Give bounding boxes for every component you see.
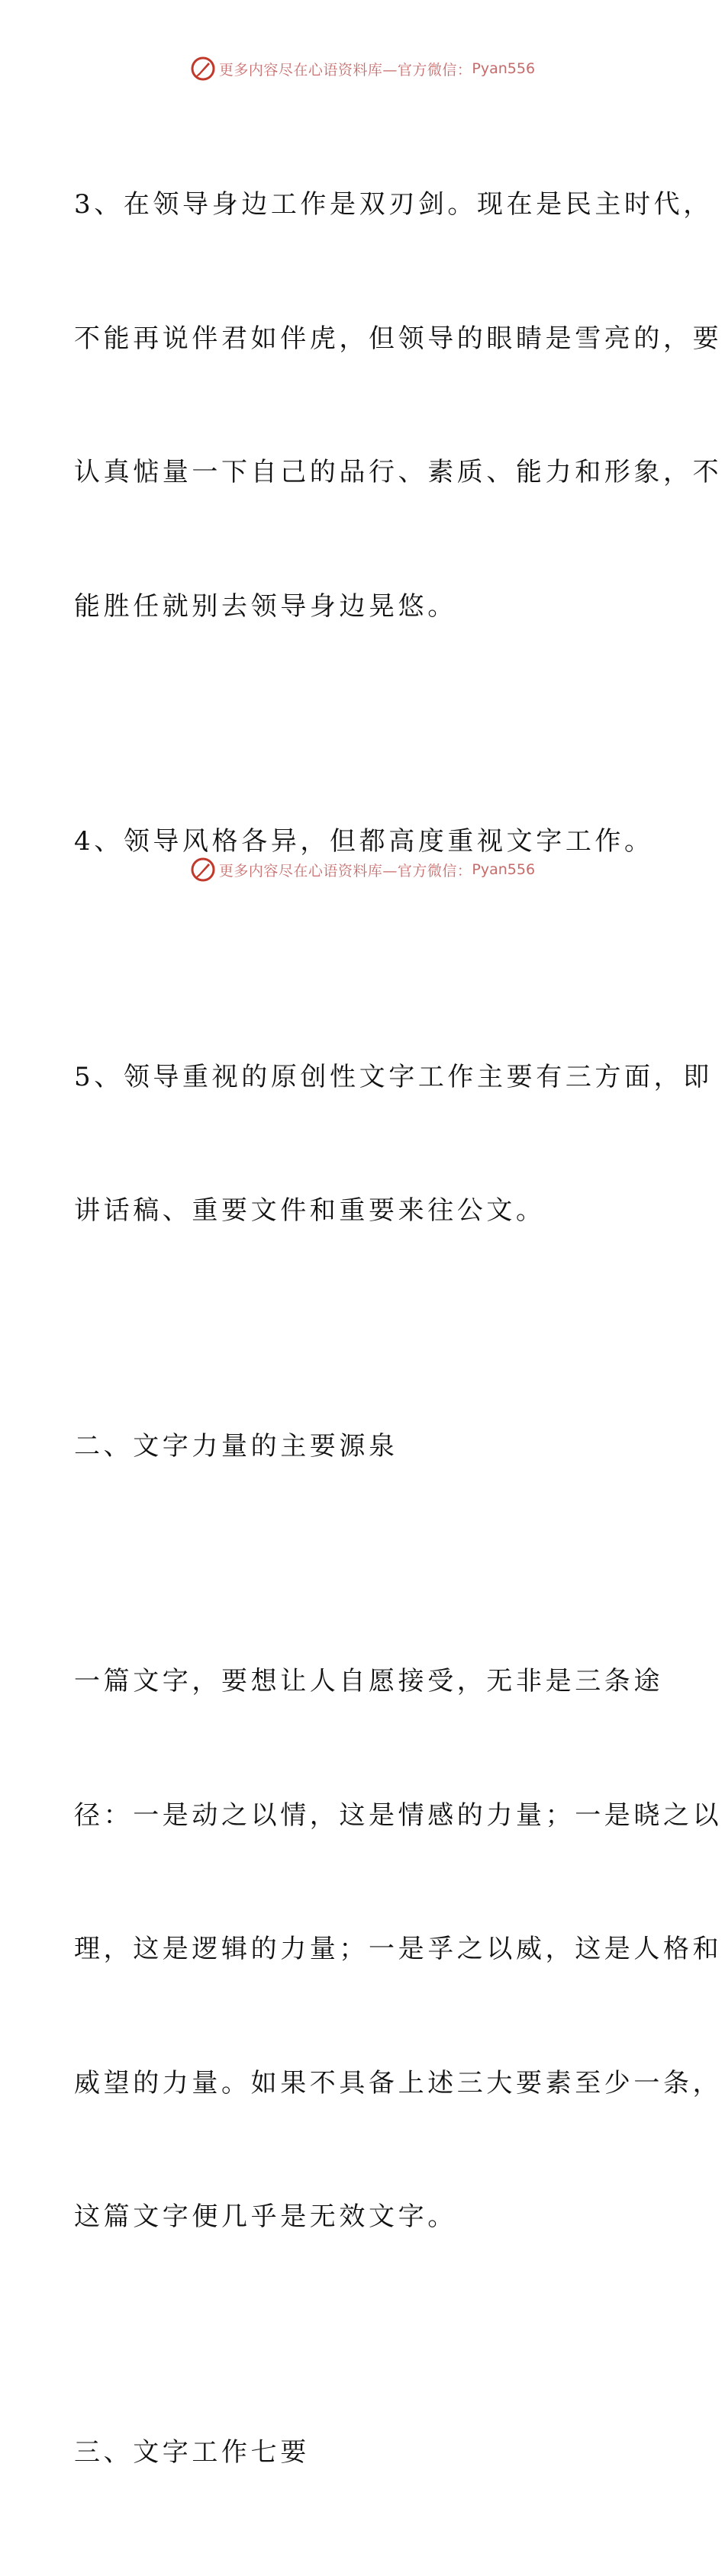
text-line: 5、领导重视的原创性文字工作主要有三方面，即 (74, 1061, 713, 1092)
banner-account: Pyan556 (472, 861, 536, 878)
text-line: 3、在领导身边工作是双刃剑。现在是民主时代， (74, 189, 713, 220)
banner-text: 更多内容尽在心语资料库—官方微信： (218, 862, 472, 880)
paragraph-3 (74, 966, 713, 1323)
text-line: 4、领导风格各异，但都高度重视文字工作。 (74, 826, 654, 857)
text-line: 认真惦量一下自己的品行、素质、能力和形象，不 (74, 457, 723, 487)
heading-line: 三、文字工作七要 (74, 2436, 310, 2468)
text-line: 讲话稿、重要文件和重要来往公文。 (74, 1195, 546, 1226)
header-banner (0, 53, 725, 84)
section-heading-2 (74, 1335, 654, 1558)
paragraph-1 (74, 93, 723, 718)
paragraph-2 (74, 730, 654, 954)
quill-pen-circle-icon (190, 56, 216, 82)
banner-text: 更多内容尽在心语资料库—官方微信： (218, 61, 472, 79)
text-line: 径：一是动之以情，这是情感的力量；一是晓之以 (74, 1799, 723, 1831)
paragraph-5 (74, 1570, 723, 2329)
text-line: 这篇文字便几乎是无效文字。 (74, 2201, 457, 2232)
heading-line: 二、文字力量的主要源泉 (74, 1430, 398, 1462)
text-line: 能胜任就别去领导身边晃悠。 (74, 590, 457, 622)
text-line: 不能再说伴君如伴虎，但领导的眼睛是雪亮的，要 (74, 323, 723, 354)
quill-pen-circle-icon (190, 857, 216, 883)
banner-account: Pyan556 (472, 60, 536, 77)
document-body (74, 93, 723, 2576)
text-line: 理，这是逻辑的力量；一是孚之以威，这是人格和 (74, 1934, 723, 1964)
text-line: 一篇文字，要想让人自愿接受，无非是三条途 (74, 1666, 663, 1696)
text-line: 威望的力量。如果不具备上述三大要素至少一条， (74, 2067, 723, 2098)
footer-banner (0, 854, 725, 885)
section-heading-3 (74, 2341, 654, 2565)
